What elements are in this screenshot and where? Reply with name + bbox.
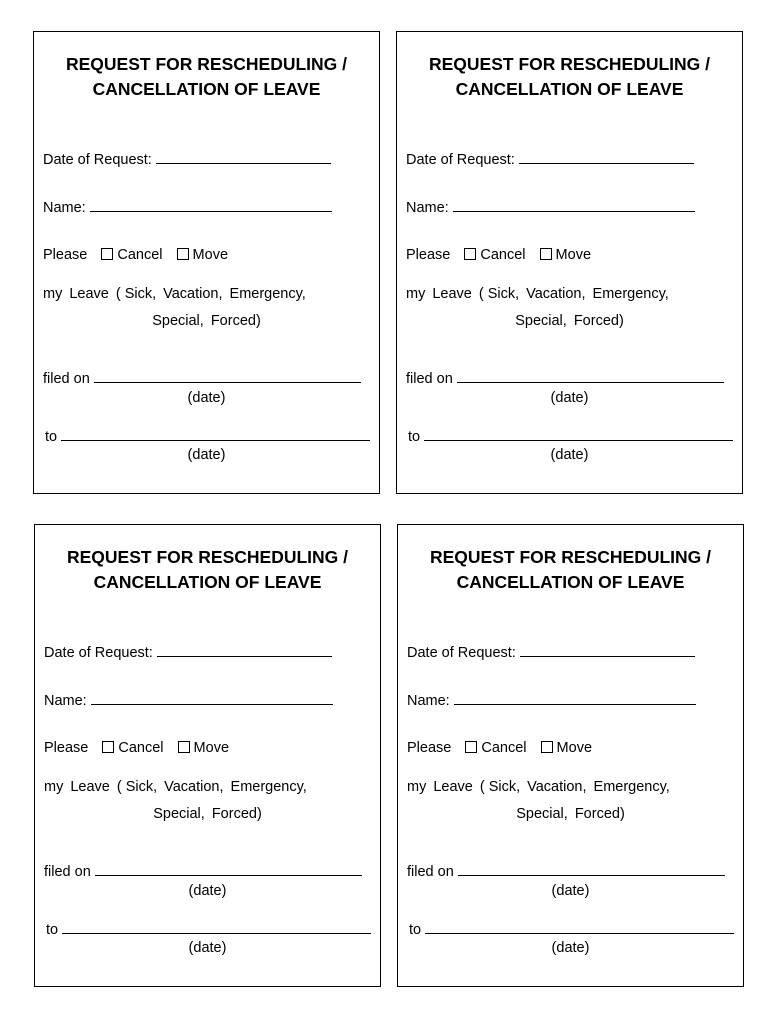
form-title-line-1: REQUEST FOR RESCHEDULING / xyxy=(429,54,710,74)
filed-on-label: filed on xyxy=(406,371,453,387)
sick-text: ( Sick, xyxy=(115,286,157,302)
cancel-label: Cancel xyxy=(118,740,164,756)
date-of-request-label: Date of Request: xyxy=(406,152,515,168)
to-date-hint: (date) xyxy=(188,940,227,956)
leave-text: Leave xyxy=(432,286,472,302)
date-of-request-field[interactable] xyxy=(520,643,695,657)
filed-on-field[interactable] xyxy=(457,369,724,383)
sick-text: ( Sick, xyxy=(116,779,158,795)
leave-text: Leave xyxy=(69,286,109,302)
to-field[interactable] xyxy=(425,920,734,934)
filed-on-row xyxy=(44,862,362,881)
leave-type-line-1 xyxy=(406,285,669,303)
move-checkbox[interactable] xyxy=(540,248,552,260)
cancel-checkbox[interactable] xyxy=(101,248,113,260)
to-label: to xyxy=(409,922,422,938)
form-title-line-1: REQUEST FOR RESCHEDULING / xyxy=(66,54,347,74)
name-row xyxy=(44,691,333,710)
cancel-checkbox[interactable] xyxy=(465,741,477,753)
form-title xyxy=(34,52,379,102)
name-field[interactable] xyxy=(454,691,696,705)
leave-text: Leave xyxy=(433,779,473,795)
form-title-line-2: CANCELLATION OF LEAVE xyxy=(93,572,322,592)
form-title xyxy=(398,545,743,595)
form-title-line-2: CANCELLATION OF LEAVE xyxy=(456,572,685,592)
vacation-text: Vacation, xyxy=(164,779,224,795)
cancel-label: Cancel xyxy=(480,247,526,263)
sick-text: ( Sick, xyxy=(479,779,521,795)
date-of-request-label: Date of Request: xyxy=(43,152,152,168)
action-row xyxy=(407,739,592,757)
my-text: my xyxy=(44,779,64,795)
leave-type-line-1 xyxy=(43,285,306,303)
move-label: Move xyxy=(556,740,593,756)
emergency-text: Emergency, xyxy=(229,286,306,302)
leave-type-line-2 xyxy=(398,805,743,823)
leave-form-card xyxy=(34,524,381,987)
emergency-text: Emergency, xyxy=(593,779,670,795)
date-of-request-row xyxy=(407,643,695,662)
filed-on-row xyxy=(407,862,725,881)
date-of-request-label: Date of Request: xyxy=(407,645,516,661)
name-label: Name: xyxy=(43,200,86,216)
to-date-hint: (date) xyxy=(550,447,589,463)
emergency-text: Emergency, xyxy=(230,779,307,795)
vacation-text: Vacation, xyxy=(163,286,223,302)
emergency-text: Emergency, xyxy=(592,286,669,302)
to-field[interactable] xyxy=(62,920,371,934)
form-title xyxy=(35,545,380,595)
name-label: Name: xyxy=(407,693,450,709)
leave-type-line-1 xyxy=(44,778,307,796)
date-of-request-field[interactable] xyxy=(157,643,332,657)
filed-on-date-hint: (date) xyxy=(188,883,227,899)
action-row xyxy=(44,739,229,757)
move-label: Move xyxy=(192,247,229,263)
form-title-line-2: CANCELLATION OF LEAVE xyxy=(455,79,684,99)
form-title-line-1: REQUEST FOR RESCHEDULING / xyxy=(430,547,711,567)
to-row xyxy=(408,427,733,446)
date-of-request-field[interactable] xyxy=(156,150,331,164)
cancel-checkbox[interactable] xyxy=(102,741,114,753)
to-row xyxy=(409,920,734,939)
form-title-line-2: CANCELLATION OF LEAVE xyxy=(92,79,321,99)
forced-text: Forced) xyxy=(210,313,261,329)
leave-text: Leave xyxy=(70,779,110,795)
cancel-label: Cancel xyxy=(481,740,527,756)
date-of-request-field[interactable] xyxy=(519,150,694,164)
move-checkbox[interactable] xyxy=(541,741,553,753)
special-text: Special, xyxy=(153,806,205,822)
filed-on-label: filed on xyxy=(407,864,454,880)
forced-text: Forced) xyxy=(211,806,262,822)
leave-type-line-2 xyxy=(35,805,380,823)
please-label: Please xyxy=(407,740,452,756)
my-text: my xyxy=(407,779,427,795)
filed-on-field[interactable] xyxy=(458,862,725,876)
form-title-line-1: REQUEST FOR RESCHEDULING / xyxy=(67,547,348,567)
to-field[interactable] xyxy=(61,427,370,441)
forced-text: Forced) xyxy=(574,806,625,822)
leave-type-line-2 xyxy=(397,312,742,330)
action-row xyxy=(406,246,591,264)
move-checkbox[interactable] xyxy=(178,741,190,753)
name-row xyxy=(43,198,332,217)
date-of-request-row xyxy=(406,150,694,169)
special-text: Special, xyxy=(515,313,567,329)
name-field[interactable] xyxy=(90,198,332,212)
move-label: Move xyxy=(555,247,592,263)
filed-on-row xyxy=(43,369,361,388)
please-label: Please xyxy=(43,247,88,263)
action-row xyxy=(43,246,228,264)
to-date-hint: (date) xyxy=(551,940,590,956)
special-text: Special, xyxy=(152,313,204,329)
filed-on-date-hint: (date) xyxy=(187,390,226,406)
name-row xyxy=(407,691,696,710)
leave-type-line-2 xyxy=(34,312,379,330)
name-label: Name: xyxy=(44,693,87,709)
name-label: Name: xyxy=(406,200,449,216)
date-of-request-row xyxy=(43,150,331,169)
filed-on-field[interactable] xyxy=(94,369,361,383)
date-of-request-label: Date of Request: xyxy=(44,645,153,661)
to-label: to xyxy=(45,429,58,445)
cancel-label: Cancel xyxy=(117,247,163,263)
to-field[interactable] xyxy=(424,427,733,441)
date-of-request-row xyxy=(44,643,332,662)
filed-on-row xyxy=(406,369,724,388)
to-label: to xyxy=(408,429,421,445)
filed-on-date-hint: (date) xyxy=(550,390,589,406)
please-label: Please xyxy=(406,247,451,263)
forced-text: Forced) xyxy=(573,313,624,329)
name-field[interactable] xyxy=(91,691,333,705)
to-row xyxy=(45,427,370,446)
name-row xyxy=(406,198,695,217)
form-title xyxy=(397,52,742,102)
cancel-checkbox[interactable] xyxy=(464,248,476,260)
filed-on-label: filed on xyxy=(44,864,91,880)
my-text: my xyxy=(43,286,63,302)
filed-on-label: filed on xyxy=(43,371,90,387)
filed-on-field[interactable] xyxy=(95,862,362,876)
my-text: my xyxy=(406,286,426,302)
to-row xyxy=(46,920,371,939)
vacation-text: Vacation, xyxy=(527,779,587,795)
to-date-hint: (date) xyxy=(187,447,226,463)
name-field[interactable] xyxy=(453,198,695,212)
filed-on-date-hint: (date) xyxy=(551,883,590,899)
leave-form-card xyxy=(397,524,744,987)
leave-form-card xyxy=(33,31,380,494)
special-text: Special, xyxy=(516,806,568,822)
leave-form-card xyxy=(396,31,743,494)
please-label: Please xyxy=(44,740,89,756)
move-checkbox[interactable] xyxy=(177,248,189,260)
move-label: Move xyxy=(193,740,230,756)
leave-type-line-1 xyxy=(407,778,670,796)
vacation-text: Vacation, xyxy=(526,286,586,302)
sick-text: ( Sick, xyxy=(478,286,520,302)
to-label: to xyxy=(46,922,59,938)
